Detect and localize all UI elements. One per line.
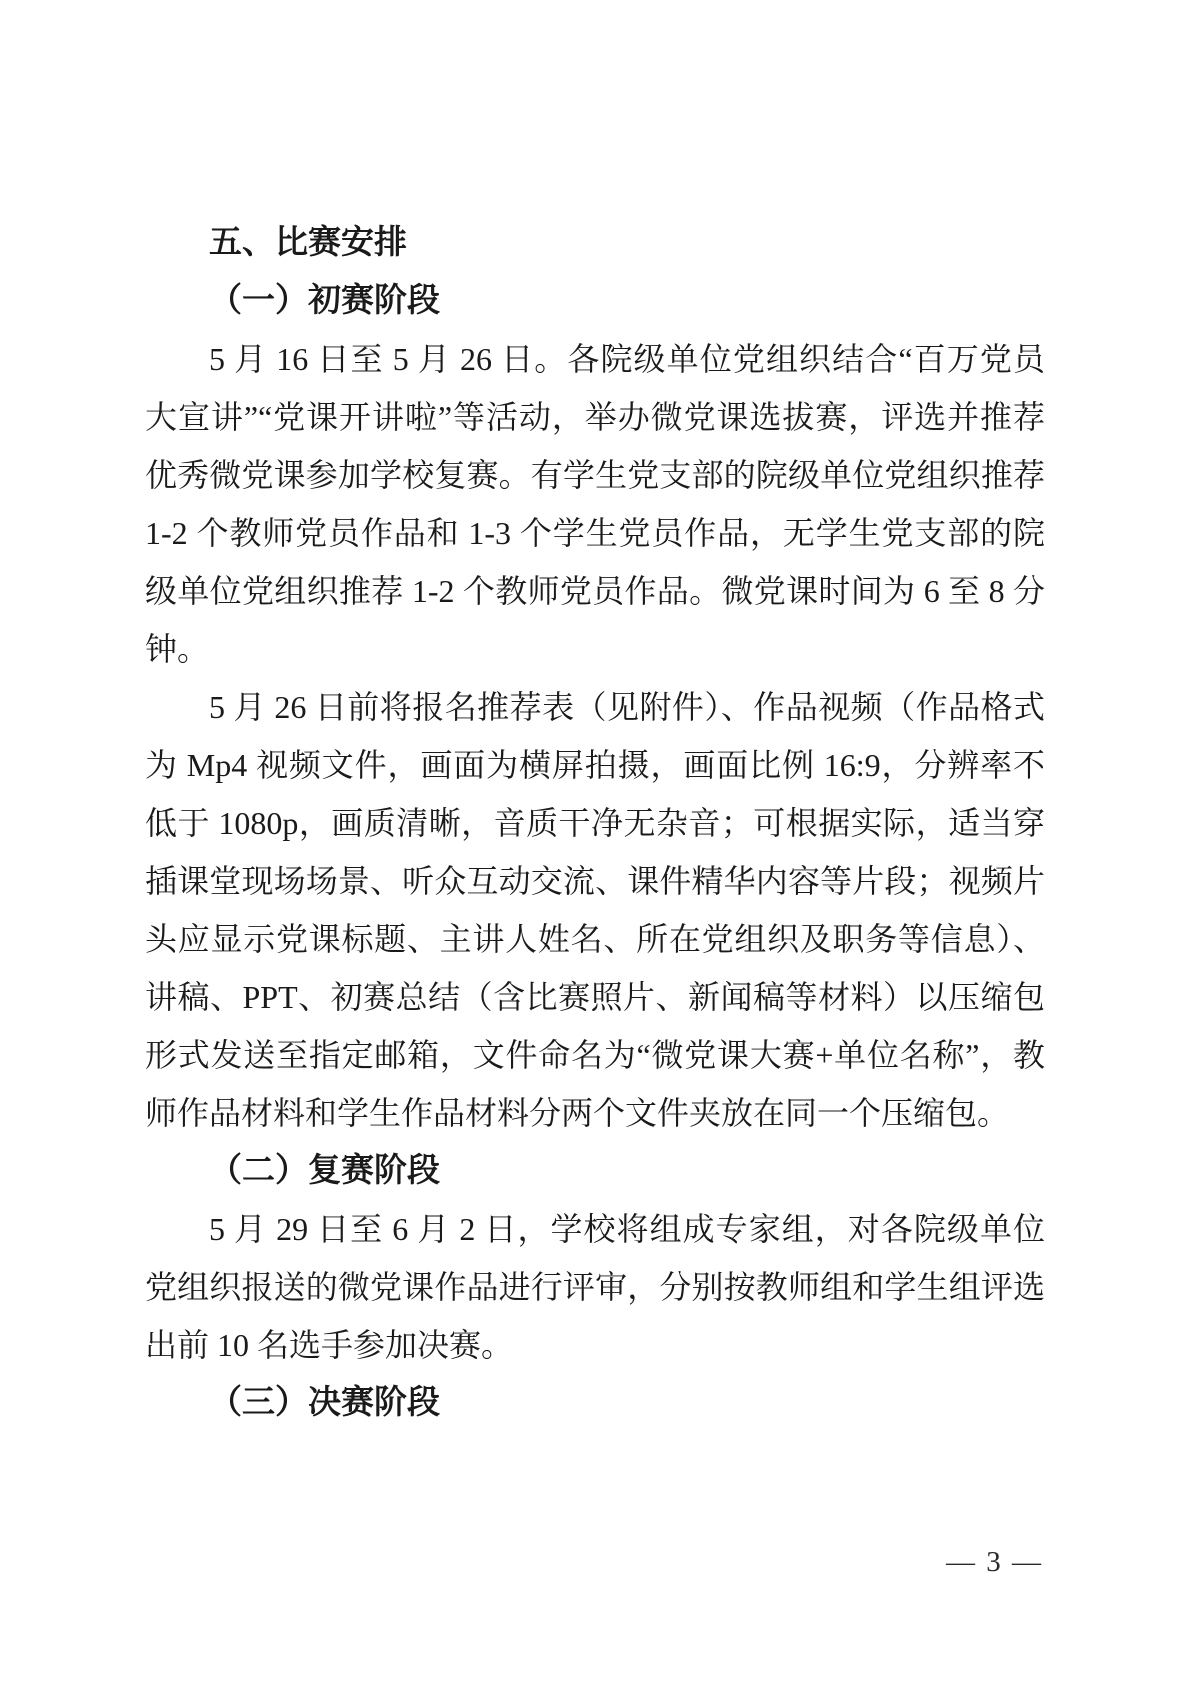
document-content (145, 214, 1045, 1432)
heading-final-stage: （三）决赛阶段 (209, 1385, 440, 1421)
heading-semifinal-stage: （二）复赛阶段 (209, 1153, 440, 1189)
heading-competition-arrangement: 五、比赛安排 (209, 225, 407, 261)
paragraph-preliminary-schedule: 5 月 16 日至 5 月 26 日。各院级单位党组织结合“百万党员大宣讲”“党课开讲啦”等活动，举办微党课选拔赛，评选并推荐优秀微党课参加学校复赛。有学生党支部的院级单位党组织推荐 1-2 个教师党员作品和 1-3 个学生党员作品，无学生党支部的院级单位党组织推荐 1-2 个教师党员作品。微党课时间为 6 至 8 分钟。 (145, 341, 1045, 667)
paragraph-semifinal-schedule: 5 月 29 日至 6 月 2 日，学校将组成专家组，对各院级单位党组织报送的微党课作品进行评审，分别按教师组和学生组评选出前 10 名选手参加决赛。 (145, 1211, 1045, 1363)
page-number: — 3 — (946, 1546, 1043, 1578)
heading-preliminary-stage: （一）初赛阶段 (209, 283, 440, 319)
paragraph-submission-requirements: 5 月 26 日前将报名推荐表（见附件）、作品视频（作品格式为 Mp4 视频文件，画面为横屏拍摄，画面比例 16:9，分辨率不低于 1080p，画质清晰，音质干净无杂音；可根据实际，适当穿插课堂现场场景、听众互动交流、课件精华内容等片段；视频片头应显示党课标题、主讲人姓名、所在党组织及职务等信息）、讲稿、PPT、初赛总结（含比赛照片、新闻稿等材料）以压缩包形式发送至指定邮箱，文件命名为“微党课大赛+单位名称”，教师作品材料和学生作品材料分两个文件夹放在同一个压缩包。 (145, 689, 1045, 1131)
